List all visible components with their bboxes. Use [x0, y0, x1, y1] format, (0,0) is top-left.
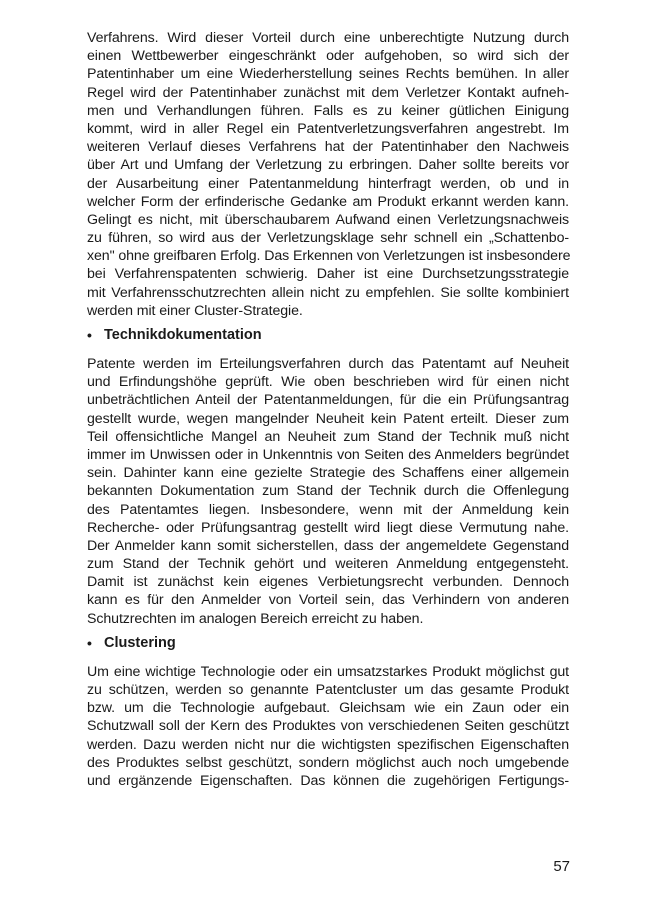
- text-line: mit Verfahrensschutzrechten allein nicht zu empfehlen. Sie sollte kombiniert: [87, 284, 569, 301]
- bullet-icon: •: [87, 634, 92, 651]
- text-line: Recherche- oder Prüfungsantrag gestellt wird liegt diese Vermutung nahe.: [87, 519, 569, 536]
- text-line: xen" ohne greifbaren Erfolg. Das Erkennen von Verletzungen ist insbesondere: [87, 248, 571, 265]
- text-line: Der Anmelder kann somit sicherstellen, dass der angemeldete Gegenstand: [87, 537, 569, 554]
- text-line: gestellt wurde, wegen mangelnder Neuheit kein Patent erteilt. Dieser zum: [87, 410, 569, 427]
- text-line: kann es für den Anmelder von Vorteil sein, das Verhindern von anderen: [87, 592, 569, 609]
- page-content: [87, 29, 569, 794]
- paragraph-clustering: [87, 663, 569, 790]
- text-line: der Ausarbeitung einer Patentanmeldung hinterfragt werden, ob und in: [87, 175, 569, 192]
- text-line: Patente werden im Erteilungsverfahren durch das Patentamt auf Neuheit: [87, 356, 569, 372]
- text-line: unbeträchtlichen Anteil der Patentanmeldungen, für die ein Prüfungsantrag: [87, 392, 569, 409]
- text-line: Verfahrens. Wird dieser Vorteil durch eine unberechtigte Nutzung durch: [87, 30, 569, 46]
- text-line: weiteren Verlauf dieses Verfahrens hat der Patentinhaber den Nachweis: [87, 139, 569, 156]
- text-line: immer im Unwissen oder in Unkenntnis von Seiten des Anmelders begründet: [87, 446, 569, 463]
- text-line: Schutzrechten im analogen Bereich erreicht zu haben.: [87, 610, 424, 627]
- text-line: Um eine wichtige Technologie oder ein umsatzstarkes Produkt möglichst gut: [87, 663, 569, 680]
- text-line: Damit ist zunächst kein eigenes Verbietungsrecht verbunden. Dennoch: [87, 574, 569, 591]
- section-heading-label: Technikdokumentation: [104, 327, 262, 343]
- page-number: 57: [553, 858, 570, 875]
- section-heading-label: Clustering: [104, 634, 176, 651]
- text-line: zum Stand der Technik gehört und weiteren Anmeldung entgegensteht.: [87, 556, 569, 573]
- text-line: men und Verhandlungen führen. Falls es zu keiner gütlichen Einigung: [87, 102, 569, 119]
- text-line: Schutzwall soll der Kern des Produktes von verschiedenen Seiten geschützt: [87, 718, 569, 735]
- text-line: Teil offensichtliche Mangel an Neuheit zum Stand der Technik muß nicht: [87, 428, 569, 445]
- text-line: kommt, wird in aller Regel ein Patentverletzungsverfahren angestrebt. Im: [87, 120, 569, 137]
- text-line: des Patentamtes liegen. Insbesondere, wenn mit der Anmeldung kein: [87, 501, 569, 518]
- text-line: des Produktes selbst geschützt, sondern möglichst auch noch umgebende: [87, 754, 569, 771]
- text-line: und ergänzende Eigenschaften. Das können die zugehörigen Fertigungs-: [87, 772, 569, 789]
- text-line: zu führen, so wird aus der Verletzungsklage sehr schnell ein „Schattenbo-: [87, 230, 569, 247]
- text-line: werden. Dazu werden nicht nur die wichtigsten spezifischen Eigenschaften: [87, 736, 569, 753]
- paragraph-technikdokumentation: [87, 355, 569, 628]
- text-line: welcher Form der erfinderische Gedanke am Produkt erkannt werden kann.: [87, 193, 569, 210]
- text-line: zu schützen, werden so genannte Patentcluster um das gesamte Produkt: [87, 682, 569, 698]
- text-line: werden mit einer Cluster-Strategie.: [87, 302, 303, 319]
- text-line: bekannten Dokumentation zum Stand der Technik durch die Offenlegung: [87, 483, 569, 500]
- section-heading-clustering: [87, 634, 569, 653]
- text-line: Patentinhaber um eine Wiederherstellung seines Rechts bemühen. In aller: [87, 66, 569, 83]
- text-line: einen Wettbewerber eingeschränkt oder aufgehoben, so wird sich der: [87, 48, 569, 65]
- paragraph-intro: [87, 29, 569, 320]
- section-heading-technikdokumentation: [87, 326, 569, 345]
- text-line: und Erfindungshöhe geprüft. Wie oben beschrieben wird für einen nicht: [87, 374, 569, 391]
- text-line: Gelingt es nicht, mit überschaubarem Aufwand einen Verletzungsnachweis: [87, 211, 569, 228]
- text-line: bzw. um die Technologie aufgebaut. Gleichsam wie ein Zaun oder ein: [87, 700, 569, 717]
- text-line: über Art und Umfang der Verletzung zu erbringen. Daher sollte bereits vor: [87, 157, 569, 174]
- bullet-icon: •: [87, 327, 92, 343]
- text-line: Regel wird der Patentinhaber zunächst mit dem Verletzer Kontakt aufneh-: [87, 84, 569, 101]
- text-line: bei Verfahrenspatenten schwierig. Daher ist eine Durchsetzungsstrategie: [87, 266, 569, 283]
- text-line: sein. Dahinter kann eine gezielte Strategie des Schaffens einer allgemein: [87, 465, 569, 482]
